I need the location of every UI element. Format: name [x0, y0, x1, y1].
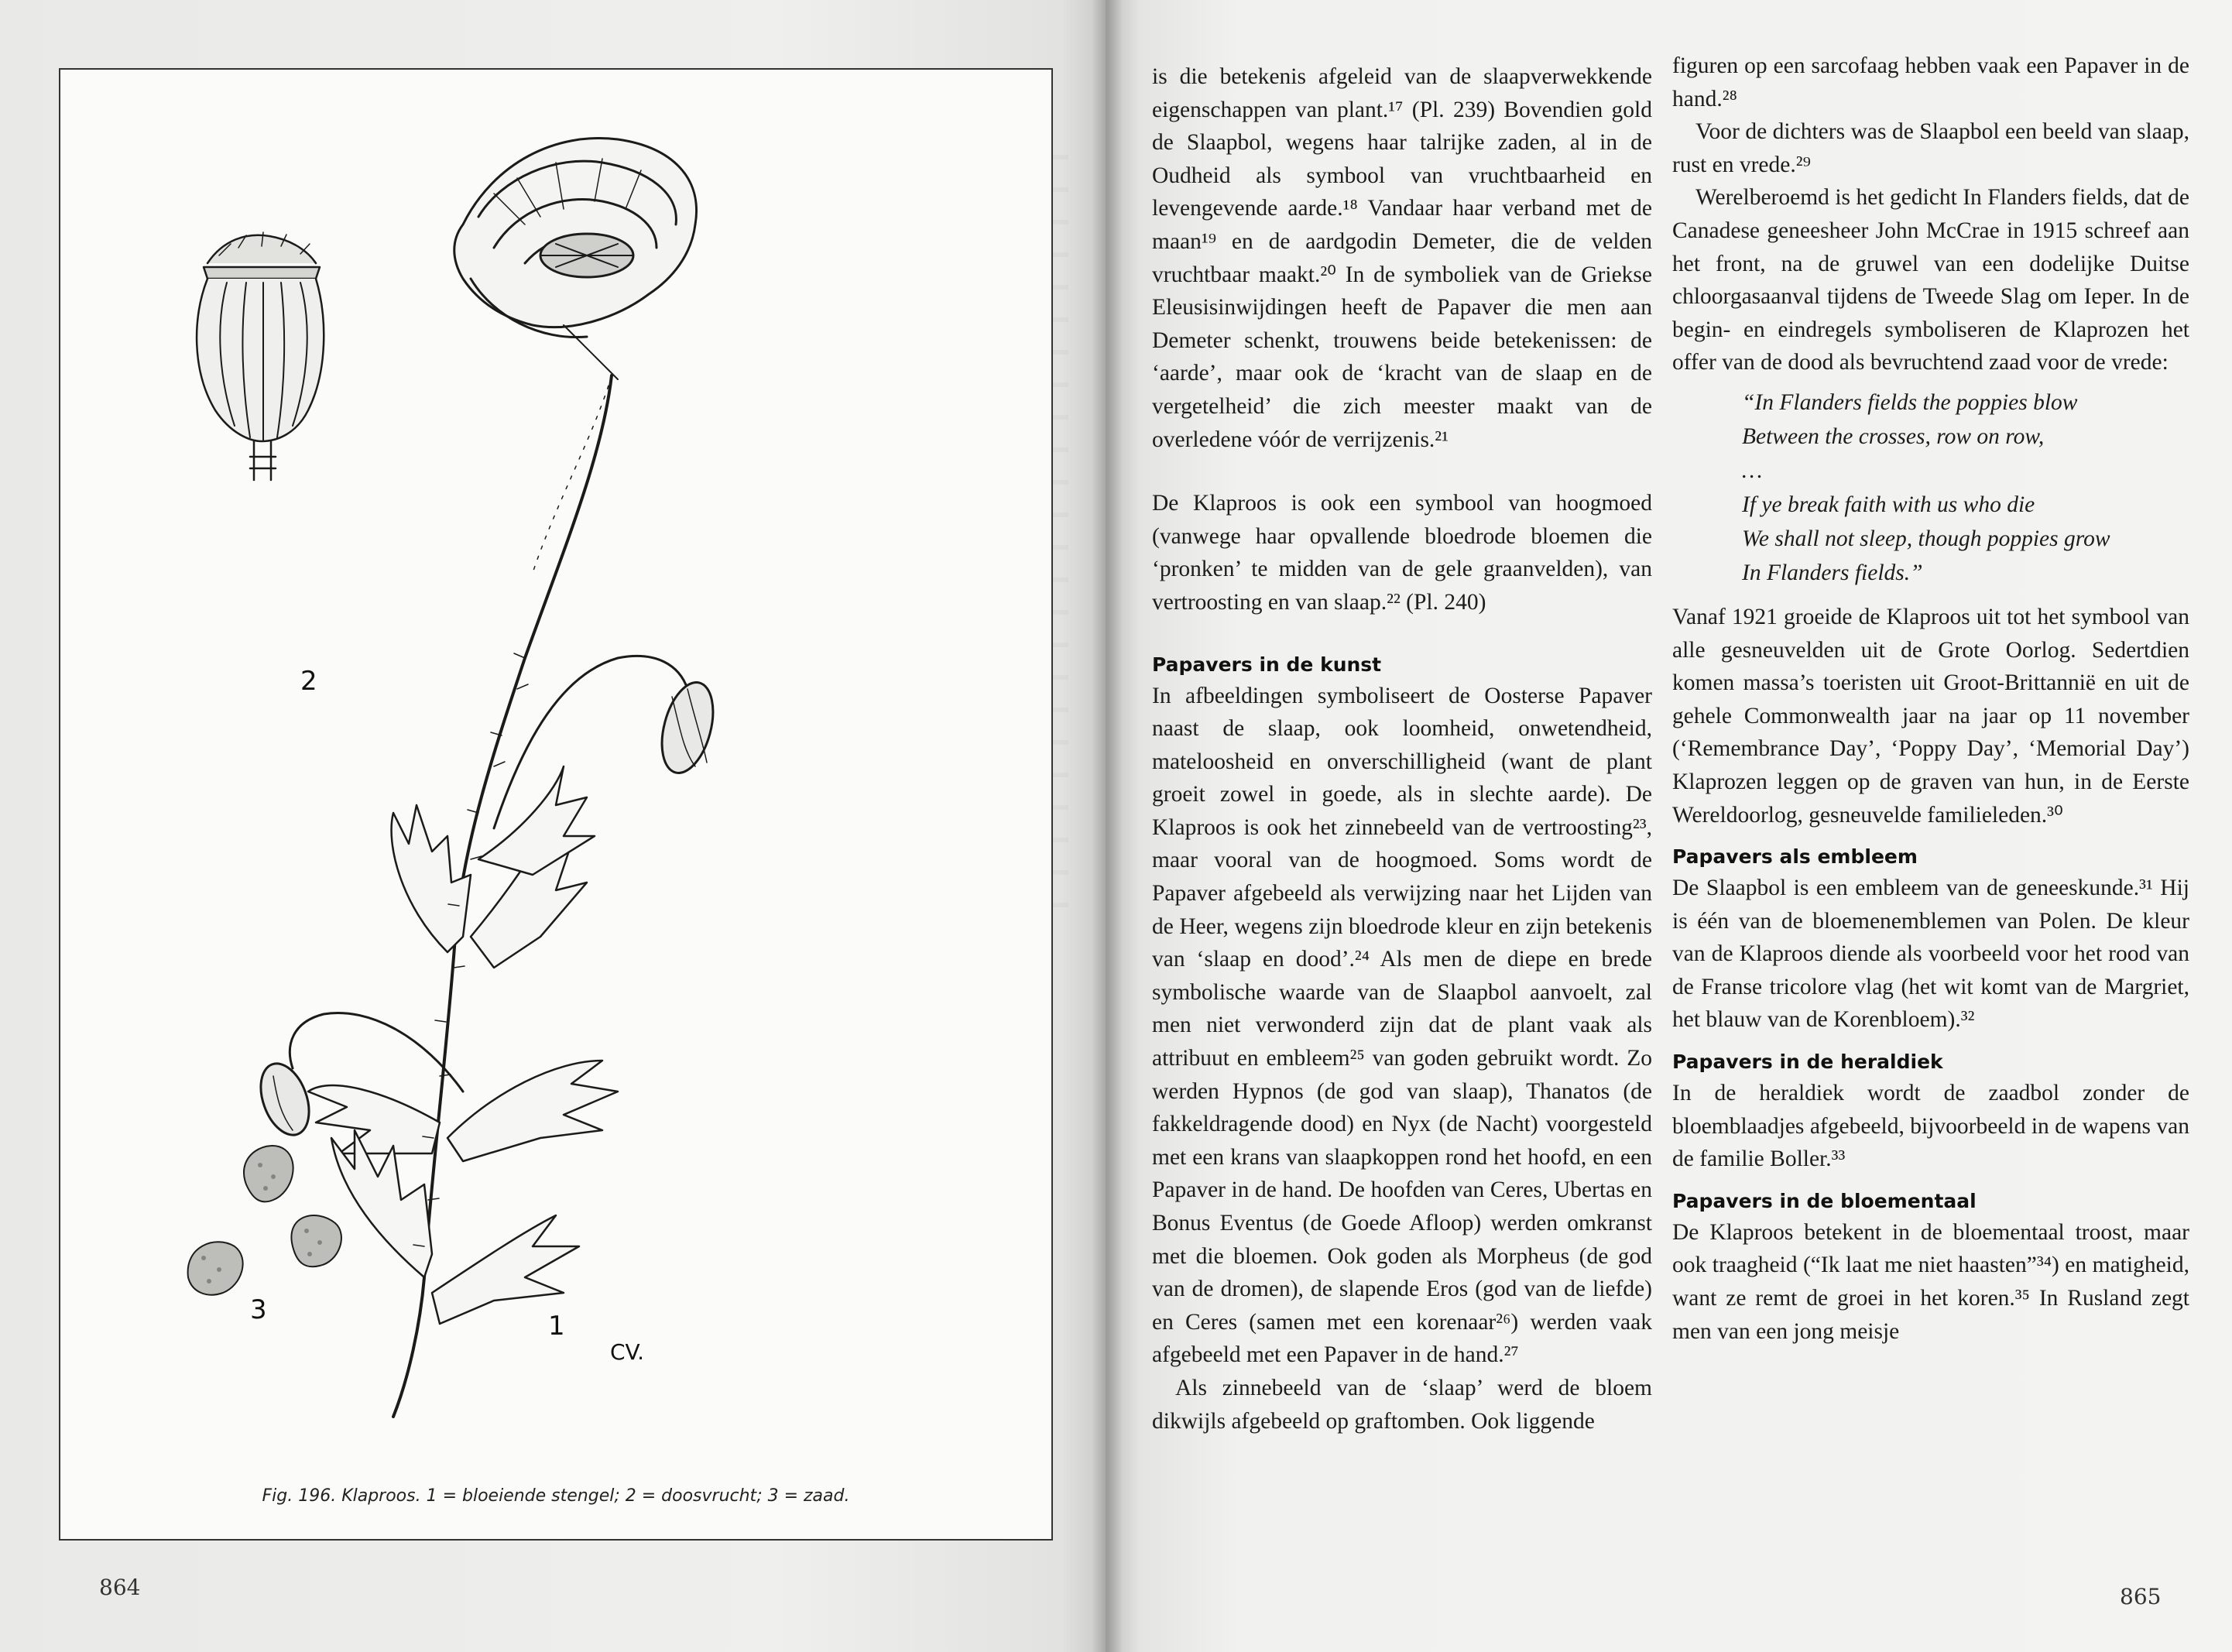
bud-right: [653, 677, 722, 778]
paragraph: De Klaproos is ook een symbool van hoogmoed (vanwege haar opvallende bloedrode bloemen die ‘pronken’ te midden van de gele graanvelden), van vertroosting en van slaap.²² (Pl. 240): [1152, 491, 1652, 615]
paragraph: Als zinnebeeld van de ‘slaap’ werd de bloem dikwijls afgebeeld op graftomben. Ook liggende: [1152, 1375, 1652, 1434]
poem-line: “In Flanders fields the poppies blow: [1742, 389, 2078, 415]
poem-line: We shall not sleep, though poppies grow: [1742, 526, 2110, 551]
poem-quote: [1672, 386, 2189, 590]
right-page: [1106, 0, 2232, 1652]
leaves: [308, 766, 618, 1324]
figure-label-2: 2: [300, 666, 317, 697]
section-heading: Papavers in de kunst: [1152, 653, 1382, 676]
bud-stem-right: [494, 656, 687, 828]
text-column-1: [1152, 60, 1652, 1438]
paragraph: Vanaf 1921 groeide de Klaproos uit tot het symbool van alle gesneuvelden uit de Grote Oorlog. Sedertdien komen massa’s toeristen uit Groot-Brittannië en uit de gehele Commonwealth jaar na jaar op 11 november (‘Remembrance Day’, ‘Poppy Day’, ‘Memorial Day’) Klaprozen leggen op de graven van hun, in de Eerste Wereldoorlog, gesneuvelde familieleden.³⁰: [1672, 604, 2189, 828]
figure-caption: Fig. 196. Klaproos. 1 = bloeiende stengel; 2 = doosvrucht; 3 = zaad.: [262, 1486, 850, 1506]
page-number-left: 864: [99, 1575, 141, 1600]
poem-line: In Flanders fields.”: [1742, 560, 1923, 585]
poem-line: Between the crosses, row on row,: [1742, 423, 2045, 449]
paragraph: is die betekenis afgeleid van de slaapverwekkende eigenschappen van plant.¹⁷ (Pl. 239) Bovendien gold de Slaapbol, wegens haar talrijke zaden, al in de Oudheid als symbool van vruchtbaarheid en levengevende aarde.¹⁸ Vandaar haar verband met de maan¹⁹ en de aardgodin Demeter, die de velden vruchtbaar maakt.²⁰ In de symboliek van de Griekse Eleusisinwijdingen heeft de Papaver die men aan Demeter schenkt, trouwens beide betekenissen: de ‘aarde’, maar ook de ‘kracht van de slaap en de vergetelheid’ die zich meester maakt van de overledene vóór de verrijzenis.²¹: [1152, 64, 1652, 452]
figure-label-1: 1: [548, 1311, 565, 1342]
book-gutter: [1092, 0, 1123, 1652]
seed-capsule: [197, 232, 324, 480]
poppy-flower: [454, 138, 697, 379]
section-heading: Papavers in de heraldiek: [1672, 1050, 1943, 1074]
figure-label-3: 3: [250, 1294, 267, 1325]
paragraph: figuren op een sarcofaag hebben vaak een Papaver in de hand.²⁸: [1672, 53, 2189, 111]
bud-left: [252, 1057, 317, 1141]
paragraph: In afbeeldingen symboliseert de Oosterse Papaver naast de slaap, ook loomheid, onwetendheid, mateloosheid en onverschilligheid (want de plant groeit zowel in goede, als in slechte aarde). De Klaproos is ook het zinnebeeld van de vertroosting²³, maar vooral van de hoogmoed. Soms wordt de Papaver afgebeeld als verwijzing naar het Lijden van de Heer, wegens zijn bloedrode kleur en zijn betekenis van ‘slaap en dood’.²⁴ Als men de diepe en brede symbolische waarde van de Slaapbol aanvoelt, zal men niet verwonderd zijn dat de plant vaak als attribuut en embleem²⁵ van goden gebruikt wordt. Zo werden Hypnos (de god van slaap), Thanatos (de fakkeldragende dood) en Nyx (de Nacht) voorgesteld met een krans van slaapkoppen rond het hoofd, en een Papaver in de hand. De hoofden van Ceres, Ubertas en Bonus Eventus (de Goede Afloop) werden omkranst met die bloemen. Ook goden als Morpheus (de god van de dromen), de slapende Eros (god van de liefde) en Ceres (samen met een korenaar²⁶) werden vaak afgebeeld met een Papaver in de hand.²⁷: [1152, 683, 1652, 1368]
section-heading: Papavers als embleem: [1672, 845, 1918, 869]
paragraph: In de heraldiek wordt de zaadbol zonder de bloemblaadjes afgebeeld, bijvoorbeeld in de wapens van de familie Boller.³³: [1672, 1081, 2189, 1172]
poem-line: If ye break faith with us who die: [1742, 492, 2035, 517]
seeds: [188, 1146, 341, 1295]
figure-frame: [59, 68, 1053, 1541]
left-page: [0, 0, 1106, 1652]
text-column-2: [1672, 50, 2189, 1348]
paragraph: Voor de dichters was de Slaapbol een beeld van slaap, rust en vrede.²⁹: [1672, 119, 2189, 177]
paragraph: De Slaapbol is een embleem van de geneeskunde.³¹ Hij is één van de bloemenemblemen van Polen. De kleur van de Klaproos diende als voorbeeld voor het rood van de Franse tricolore vlag (het wit komt van de Margriet, het blauw van de Korenbloem).³²: [1672, 876, 2189, 1033]
poem-line: …: [1742, 458, 1763, 483]
bud-stem-left: [290, 1013, 463, 1092]
paragraph: De Klaproos betekent in de bloementaal troost, maar ook traagheid (“Ik laat me niet haasten”³⁴) en matigheid, want ze remt de groei in het koren.³⁵ In Rusland zegt men van een jong meisje: [1672, 1219, 2189, 1344]
artist-initials: CV.: [610, 1339, 644, 1365]
section-heading: Papavers in de bloementaal: [1672, 1189, 1977, 1212]
page-number-right: 865: [2120, 1584, 2162, 1609]
paragraph: Werelberoemd is het gedicht In Flanders fields, dat de Canadese geneesheer John McCrae in 1915 schreef aan het front, na de gruwel van een dodelijke Duitse chloorgasaanval tijdens de Tweede Slag om Ieper. In de begin- en eindregels symboliseren de Klaprozen het offer van de dood als bevruchtend zaad voor de vrede:: [1672, 185, 2189, 375]
